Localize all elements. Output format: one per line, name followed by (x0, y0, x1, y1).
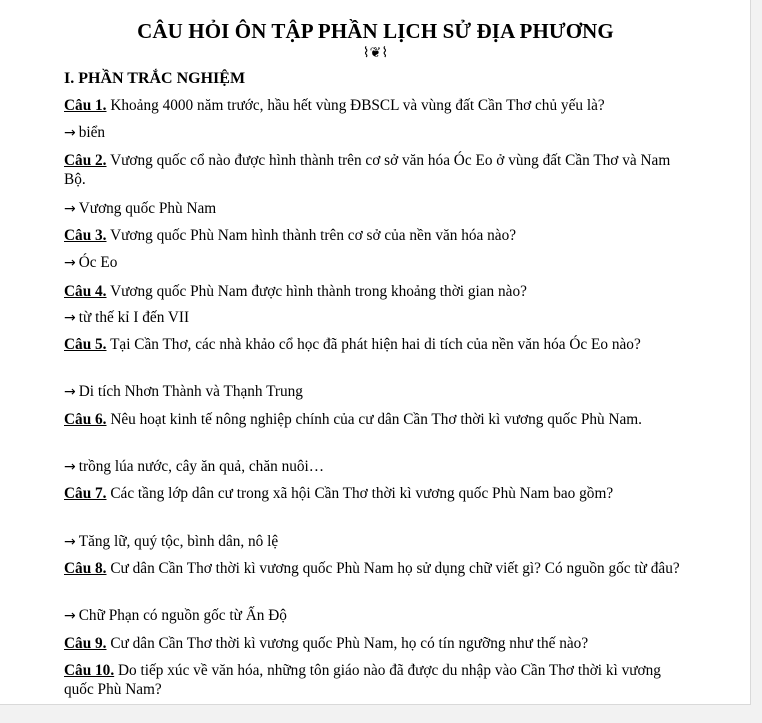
arrow-right-icon: → (64, 310, 76, 326)
question-7 (64, 484, 694, 503)
question-text: Nêu hoạt kinh tế nông nghiệp chính của cư dân Cần Thơ thời kì vương quốc Phù Nam. (110, 411, 643, 428)
question-label: Câu 10. (64, 662, 115, 679)
answer-text: Di tích Nhơn Thành và Thạnh Trung (78, 383, 303, 400)
arrow-right-icon: → (64, 255, 76, 271)
question-2 (64, 151, 694, 189)
question-text: Vương quốc Phù Nam hình thành trên cơ sở của nền văn hóa nào? (110, 227, 517, 244)
arrow-right-icon: → (64, 201, 76, 217)
question-text: Do tiếp xúc về văn hóa, những tôn giáo nào đã được du nhập vào Cần Thơ thời kì vương quốc Phù Nam? (64, 662, 661, 698)
question-text: Khoảng 4000 năm trước, hầu hết vùng ĐBSCL và vùng đất Cần Thơ chủ yếu là? (110, 97, 605, 114)
question-label: Câu 8. (64, 560, 107, 577)
arrow-right-icon: → (64, 459, 76, 475)
question-10 (64, 661, 694, 699)
question-text: Vương quốc cổ nào được hình thành trên cơ sở văn hóa Óc Eo ở vùng đất Cần Thơ và Nam Bộ. (64, 152, 671, 188)
answer-text: biển (78, 124, 106, 141)
answer-text: Tăng lữ, quý tộc, bình dân, nô lệ (78, 533, 279, 550)
answer-3 (64, 253, 694, 273)
question-label: Câu 3. (64, 227, 107, 244)
question-label: Câu 2. (64, 152, 107, 169)
ornament-divider: ⌇❦⌇ (362, 46, 389, 61)
question-text: Vương quốc Phù Nam được hình thành trong khoảng thời gian nào? (110, 283, 527, 300)
section-heading: I. PHẦN TRẮC NGHIỆM (64, 70, 246, 87)
arrow-right-icon: → (64, 125, 76, 141)
question-9 (64, 634, 694, 653)
document-title: CÂU HỎI ÔN TẬP PHẦN LỊCH SỬ ĐỊA PHƯƠNG (137, 19, 614, 43)
question-text: Tại Cần Thơ, các nhà khảo cổ học đã phát hiện hai di tích của nền văn hóa Óc Eo nào? (110, 336, 641, 353)
answer-text: Chữ Phạn có nguồn gốc từ Ấn Độ (78, 607, 287, 624)
arrow-right-icon: → (64, 608, 76, 624)
answer-5 (64, 382, 694, 402)
question-1 (64, 96, 694, 115)
answer-4 (64, 308, 694, 328)
question-label: Câu 5. (64, 336, 107, 353)
answer-text: Vương quốc Phù Nam (78, 200, 217, 217)
answer-text: Óc Eo (78, 254, 118, 271)
arrow-right-icon: → (64, 384, 76, 400)
answer-7 (64, 532, 694, 552)
question-5 (64, 335, 694, 354)
question-3 (64, 226, 694, 245)
question-4 (64, 282, 694, 301)
answer-text: từ thế kỉ I đến VII (78, 309, 190, 326)
arrow-right-icon: → (64, 534, 76, 550)
question-label: Câu 4. (64, 283, 107, 300)
question-label: Câu 6. (64, 411, 107, 428)
answer-6 (64, 457, 694, 477)
answer-8 (64, 606, 694, 626)
answer-text: trồng lúa nước, cây ăn quả, chăn nuôi… (78, 458, 325, 475)
question-text: Cư dân Cần Thơ thời kì vương quốc Phù Nam họ sử dụng chữ viết gì? Có nguồn gốc từ đâu? (110, 560, 680, 577)
question-label: Câu 7. (64, 485, 107, 502)
answer-2 (64, 199, 694, 219)
question-text: Cư dân Cần Thơ thời kì vương quốc Phù Nam, họ có tín ngưỡng như thế nào? (110, 635, 589, 652)
question-label: Câu 1. (64, 97, 107, 114)
question-6 (64, 410, 694, 429)
question-text: Các tầng lớp dân cư trong xã hội Cần Thơ thời kì vương quốc Phù Nam bao gồm? (110, 485, 614, 502)
question-8 (64, 559, 694, 578)
question-label: Câu 9. (64, 635, 107, 652)
answer-1 (64, 123, 694, 143)
